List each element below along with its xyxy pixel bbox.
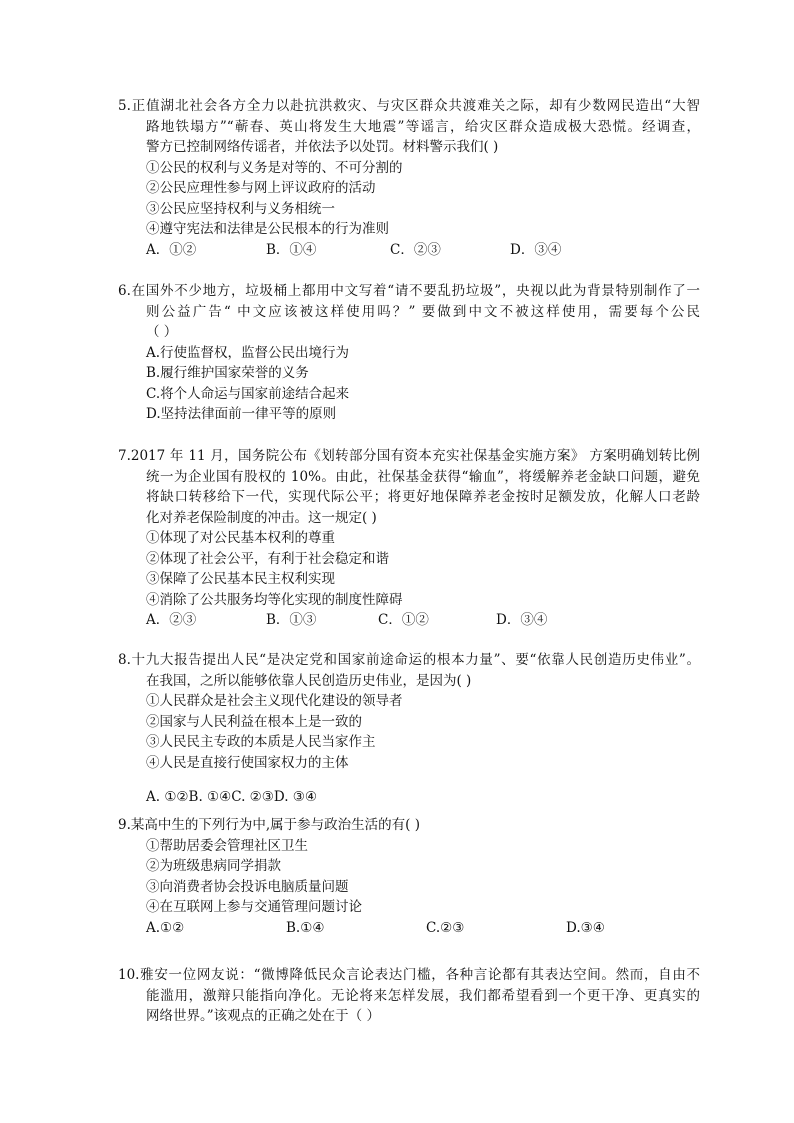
question-7-choices xyxy=(118,610,700,631)
question-7-choice-b: B．①③ xyxy=(266,612,317,628)
question-8-stem-line-1: 8.十九大报告提出人民“是决定党和国家前途命运的根本力量”、要“依靠人民创造历史伟业”。 xyxy=(118,652,700,668)
question-9-choice-b: B.①④ xyxy=(286,919,325,936)
question-5-stem-line-2: 路地铁塌方”“蕲春、英山将发生大地震”等谣言，给灾区群众造成极大恐慌。经调查， xyxy=(146,118,700,135)
question-5-option-1: ①公民的权利与义务是对等的、不可分割的 xyxy=(146,159,403,176)
question-10 xyxy=(118,965,700,1027)
question-7-choice-a: A．②③ xyxy=(146,612,197,628)
question-7-stem-line-2: 统一为企业国有股权的 10%。由此，社保基金获得“输血”，将缓解养老金缺口问题，避免 xyxy=(146,468,700,485)
question-5-option-2: ②公民应理性参与网上评议政府的活动 xyxy=(146,180,376,196)
question-6 xyxy=(118,281,700,425)
question-7-stem-line-3: 将缺口转移给下一代，实现代际公平；将更好地保障养老金按时足额发放，化解人口老龄 xyxy=(146,489,700,505)
question-9-stem-line-1: 9.某高中生的下列行为中,属于参与政治生活的有( ) xyxy=(118,817,420,833)
question-5-choice-d: D．③④ xyxy=(510,241,562,258)
question-9-option-2: ②为班级患病同学捐款 xyxy=(146,858,281,874)
question-8-option-4: ④人民是直接行使国家权力的主体 xyxy=(146,754,349,771)
question-6-option-a: A.行使监督权，监督公民出境行为 xyxy=(146,344,350,361)
question-9-choices xyxy=(118,918,700,939)
question-7-option-2: ②体现了社会公平，有利于社会稳定和谐 xyxy=(146,550,389,567)
question-9-choice-a: A.①② xyxy=(146,919,185,936)
question-7-stem-line-1: 7.2017 年 11 月，国务院公布《划转部分国有资本充实社保基金实施方案》 方案明确划转比例 xyxy=(118,448,700,464)
question-6-option-d: D.坚持法律面前一律平等的原则 xyxy=(146,406,337,422)
question-8-stem-line-2: 在我国，之所以能够依靠人民创造历史伟业，是因为( ) xyxy=(146,672,472,689)
question-9-option-1: ①帮助居委会管理社区卫生 xyxy=(146,837,308,854)
question-5-choice-b: B．①④ xyxy=(266,241,317,258)
question-5-choices xyxy=(118,240,700,261)
question-9-option-4: ④在互联网上参与交通管理问题讨论 xyxy=(146,899,362,915)
question-8-option-3: ③人民民主专政的本质是人民当家作主 xyxy=(146,734,376,750)
question-7-option-1: ①体现了对公民基本权利的尊重 xyxy=(146,530,335,546)
question-10-stem-line-1: 10.雅安一位网友说：“微博降低民众言论表达门槛，各种言论都有其表达空间。然而，自由不 xyxy=(118,967,700,983)
question-8-choices: A. ①②B. ①④C. ②③D. ③④ xyxy=(146,788,318,805)
question-5 xyxy=(118,96,700,261)
question-9-choice-c: C.②③ xyxy=(426,919,465,936)
question-7-stem-line-4: 化对养老保险制度的冲击。这一规定( ) xyxy=(146,509,377,526)
question-9 xyxy=(118,815,700,939)
question-5-stem-line-3: 警方已控制网络传谣者，并依法予以处罚。材料警示我们( ) xyxy=(146,139,499,155)
question-6-option-c: C.将个人命运与国家前途结合起来 xyxy=(146,385,350,402)
question-8 xyxy=(118,650,700,821)
question-5-choice-a: A．①② xyxy=(146,241,197,258)
question-5-option-4: ④遵守宪法和法律是公民根本的行为准则 xyxy=(146,221,389,237)
question-9-option-3: ③向消费者协会投诉电脑质量问题 xyxy=(146,878,349,895)
question-7-choice-c: C．①② xyxy=(378,612,429,628)
question-6-option-b: B.履行维护国家荣誉的义务 xyxy=(146,365,309,381)
question-6-stem-line-1: 6.在国外不少地方，垃圾桶上都用中文写着“请不要乱扔垃圾”，央视以此为背景特别制作了一 xyxy=(118,283,700,299)
question-7-option-4: ④消除了公共服务均等化实现的制度性障碍 xyxy=(146,591,403,608)
question-9-choice-d: D.③④ xyxy=(566,919,605,936)
question-10-stem-line-3: 网络世界。”该观点的正确之处在于（ ） xyxy=(146,1008,380,1024)
question-5-option-3: ③公民应坚持权利与义务相统一 xyxy=(146,200,335,217)
question-7 xyxy=(118,446,700,631)
question-6-stem-line-3: （ ） xyxy=(146,324,178,340)
question-5-stem-line-1: 5.正值湖北社会各方全力以赴抗洪救灾、与灾区群众共渡难关之际，却有少数网民造出“大智 xyxy=(118,98,700,114)
question-7-choice-d: D．③④ xyxy=(496,612,548,628)
question-5-choice-c: C．②③ xyxy=(390,241,441,258)
question-6-stem-line-2: 则公益广告“ 中文应该被这样使用吗？” 要做到中文不被这样使用，需要每个公民 xyxy=(146,303,700,320)
question-10-stem-line-2: 能滥用，激辩只能指向净化。无论将来怎样发展，我们都希望看到一个更干净、更真实的 xyxy=(146,987,700,1004)
question-8-option-1: ①人民群众是社会主义现代化建设的领导者 xyxy=(146,693,403,709)
question-7-option-3: ③保障了公民基本民主权利实现 xyxy=(146,571,335,587)
question-8-option-2: ②国家与人民利益在根本上是一致的 xyxy=(146,713,362,730)
